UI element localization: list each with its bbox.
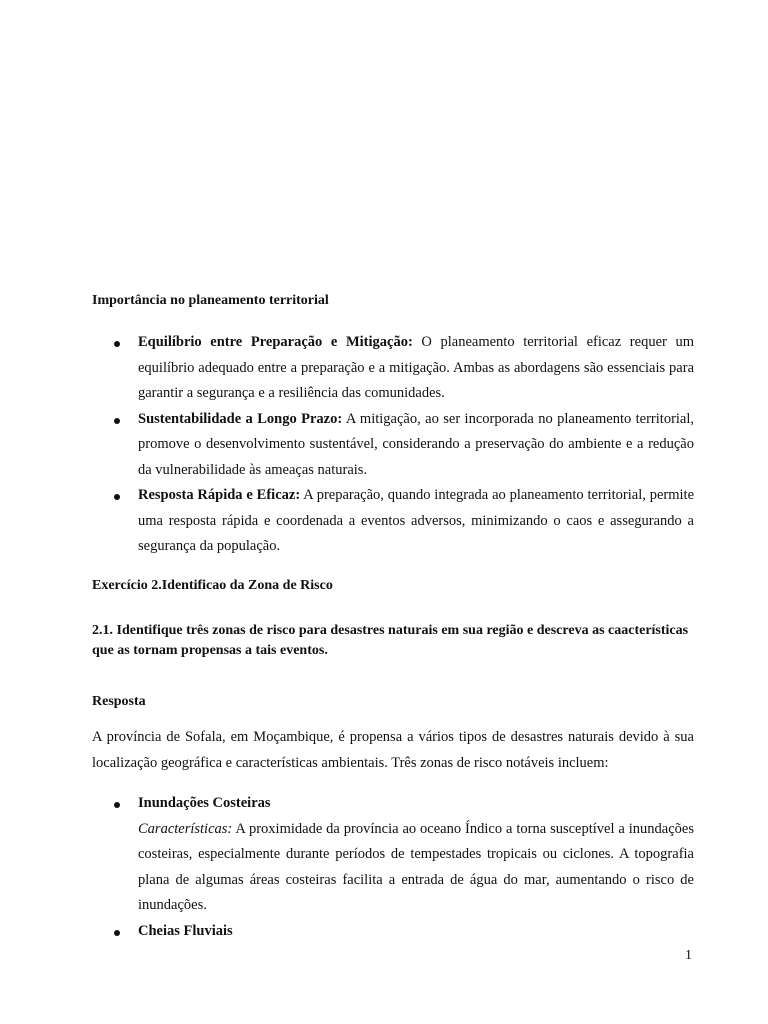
page-number: 1: [685, 948, 692, 963]
answer-intro-paragraph: A província de Sofala, em Moçambique, é propensa a vários tipos de desastres naturais devido à sua localização geográfica e características ambientais. Três zonas de risco notáveis incluem:: [92, 729, 694, 771]
bullet-icon: [114, 341, 120, 347]
zone-name: Cheias Fluviais: [138, 922, 233, 939]
bullet-icon: [114, 494, 120, 500]
list-item: [92, 483, 694, 560]
planning-importance-list: [92, 330, 694, 560]
list-item: [92, 330, 694, 407]
bullet-icon: [114, 418, 120, 424]
item-text: A preparação, quando integrada ao planeamento territorial, permite uma resposta rápida e coordenada a eventos adversos, minimizando o caos e assegurando a segurança da população.: [138, 487, 695, 554]
item-term: Sustentabilidade a Longo Prazo:: [138, 410, 343, 427]
zone-characteristics-text: A proximidade da província ao oceano Índico a torna susceptível a inundações costeiras, especialmente durante períodos de tempestades tropicais ou ciclones. A topografia plana de algumas áreas costeiras facilita a entrada de água do mar, aumentando o risco de inundações.: [138, 820, 694, 913]
list-item: [92, 919, 694, 945]
zone-characteristics-label: Características:: [138, 820, 233, 837]
exercise-heading: Exercício 2.Identificao da Zona de Risco: [92, 578, 333, 593]
exercise-question: 2.1. Identifique três zonas de risco para desastres naturais em sua região e descreva as caacterísticas que as tornam propensas a tais eventos.: [92, 623, 689, 658]
list-item: [92, 407, 694, 484]
bullet-icon: [114, 930, 120, 936]
item-term: Resposta Rápida e Eficaz:: [138, 487, 301, 503]
zone-name: Inundações Costeiras: [138, 795, 271, 811]
bullet-icon: [114, 802, 120, 808]
section-heading-territorial-planning: Importância no planeamento territorial: [92, 293, 329, 308]
item-text: A mitigação, ao ser incorporada no planeamento territorial, promove o desenvolvimento sustentável, considerando a preservação do ambiente e a redução da vulnerabilidade às ameaças naturais.: [138, 410, 695, 478]
item-term: Equilíbrio entre Preparação e Mitigação:: [138, 334, 413, 350]
item-text: O planeamento territorial eficaz requer um equilíbrio adequado entre a preparação e a mitigação. Ambas as abordagens são essenciais para garantir a segurança e a resiliência das comunidades.: [138, 334, 694, 401]
list-item: [92, 791, 694, 919]
risk-zones-list: [92, 791, 694, 944]
answer-label: Resposta: [92, 694, 146, 709]
